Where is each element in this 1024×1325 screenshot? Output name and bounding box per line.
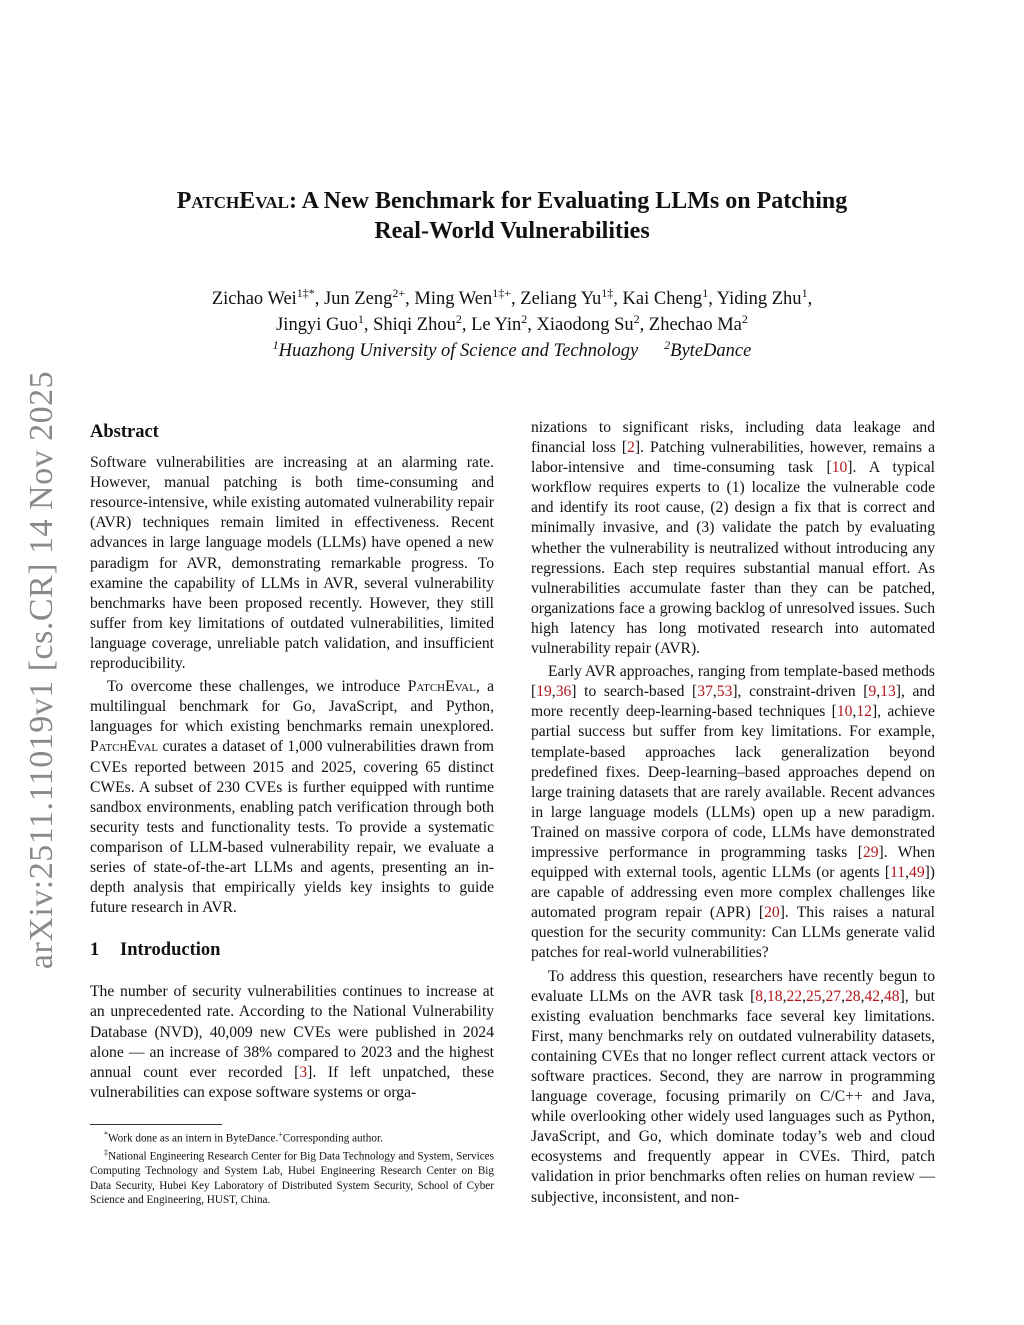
citation-link[interactable]: 13 xyxy=(880,683,896,701)
author-name: Yiding Zhu xyxy=(716,289,802,309)
footnote-rule xyxy=(90,1124,222,1125)
citation-link[interactable]: 19 xyxy=(536,683,552,701)
abstract-heading: Abstract xyxy=(90,422,159,442)
paper-title: PatchEval: A New Benchmark for Evaluating LLMs on Patching Real-World Vulnerabilities xyxy=(176,188,848,244)
citation-link[interactable]: 36 xyxy=(555,683,572,701)
citation-link[interactable]: 11 xyxy=(890,864,906,882)
abstract-paragraph-2: To overcome these challenges, we introduce PatchEval, a multilingual benchmark for Go, JavaScript, and Python, languages for which existing benchmarks remain unexplored. PatchEval curates a dataset of 1,000 vulnerabilities drawn from CVEs reported between 2015 and 2025, covering 65 distinct CWEs. A subset of 230 CVEs is further equipped with runtime sandbox environments, enabling patch verification through both security tests and functionality tests. To provide a systematic comparison of LLM-based vulnerability repair, we evaluate a series of state-of-the-art LLMs and agents, presenting an in-depth analysis that empirically yields key insights to guide future research in AVR. xyxy=(90,678,495,917)
citation-link[interactable]: 2 xyxy=(627,439,635,457)
author-name: Zhechao Ma xyxy=(648,315,742,335)
author-affiliation-mark: 2 xyxy=(741,311,748,326)
citation-link[interactable]: 25 xyxy=(806,987,822,1005)
author-name: Zeliang Yu xyxy=(520,289,602,309)
author-affiliation-mark: 2+ xyxy=(392,285,406,300)
author-affiliation-mark: 2 xyxy=(455,311,462,326)
author-name: Zichao Wei xyxy=(211,289,297,309)
citation-link[interactable]: 10 xyxy=(836,703,853,721)
affiliation-1: Huazhong University of Science and Technology xyxy=(278,341,639,361)
footnotes xyxy=(90,1124,494,1208)
citation-link[interactable]: 48 xyxy=(884,987,900,1005)
citation-link[interactable]: 18 xyxy=(767,987,783,1005)
citation-link[interactable]: 29 xyxy=(862,843,879,861)
arxiv-identifier: arXiv:2511.11019v1 [cs.CR] 14 Nov 2025 xyxy=(23,370,60,970)
intro-paragraph-2: nizations to significant risks, including data leakage and financial loss [2]. Patching vulnerabilities, however, remains a labor-intensive and time-consuming task [10]. A typical workflow requires experts to (1) localize the vulnerable code and identify its root cause, (2) design a fix that is correct and minimally invasive, and (3) validate the patch by evaluating whether the vulnerability is neutralized without introducing any regressions. Each step requires substantial manual effort. As vulnerabilities accumulate faster than they can be patched, organizations face a growing backlog of unresolved issues. Such high latency has long motivated research into automated vulnerability repair (AVR). xyxy=(531,419,935,658)
affiliations: $^1$Huazhong University of Science and Technology $^2$ByteDance xyxy=(272,337,752,361)
citation-link[interactable]: 49 xyxy=(909,864,925,882)
citation-link[interactable]: 42 xyxy=(864,987,881,1005)
citation-link[interactable]: 9 xyxy=(868,683,877,701)
author-block xyxy=(100,286,924,364)
author-name: Jingyi Guo xyxy=(276,315,358,335)
author-affiliation-mark: 2 xyxy=(633,311,640,326)
author-name: Le Yin xyxy=(471,315,522,335)
citation-link[interactable]: 12 xyxy=(856,703,872,721)
author-name: Shiqi Zhou xyxy=(373,315,456,335)
left-column xyxy=(90,418,494,1103)
author-affiliation-mark: 1 xyxy=(801,285,808,300)
intro-paragraph-3: Early AVR approaches, ranging from template-based methods [19,36] to search-based [37,53], constraint-driven [9,13], and more recently deep-learning-based techniques [10,12], achieve partial success but suffer from key limitations. For example, template-based approaches lack generalization beyond predefined fixes. Deep-learning–based approaches depend on large training datasets that are rarely available. Recent advances in large language models (LLMs) open up a new paradigm. Trained on massive corpora of code, LLMs have demonstrated impressive performance in programming tasks [29]. When equipped with external tools, agentic LLMs (or agents [11,49]) are capable of addressing even more complex challenges like automated program repair (APR) [20]. This raises a natural question for the security community: Can LLMs generate valid patches for real-world vulnerabilities? xyxy=(531,663,935,962)
section-heading-introduction: 1 Introduction xyxy=(90,940,221,961)
citation-link[interactable]: 8 xyxy=(755,987,764,1005)
footnote-1: *Work done as an intern in ByteDance.+Corresponding author. xyxy=(104,1130,383,1145)
author-name: Xiaodong Su xyxy=(536,315,634,335)
citation-link[interactable]: 53 xyxy=(716,683,733,701)
author-affiliation-mark: 1‡* xyxy=(296,285,315,300)
citation-link[interactable]: 37 xyxy=(697,683,713,701)
author-affiliation-mark: 1‡+ xyxy=(492,285,512,300)
intro-paragraph-1: The number of security vulnerabilities continues to increase at an unprecedented rate. According to the National Vulnerability Database (NVD), 40,009 new CVEs were published in 2024 alone — an increase of 38% compared to 2023 and the highest annual count ever recorded [3]. If left unpatched, these vulnerabilities can expose software systems or orga- xyxy=(90,983,495,1101)
author-affiliation-mark: 1‡ xyxy=(601,285,614,300)
abstract-paragraph-1: Software vulnerabilities are increasing at an alarming rate. However, manual patching is both time-consuming and resource-intensive, while existing automated vulnerability repair (AVR) techniques remain limited in effectiveness. Recent advances in large language models (LLMs) have opened a new paradigm for AVR, demonstrating remarkable progress. To examine the capability of LLMs in AVR, several vulnerability benchmarks have been proposed recently. However, they still suffer from key limitations of outdated vulnerabilities, limited language coverage, unreliable patch validation, and insufficient reproducibility. xyxy=(90,454,494,673)
affiliation-2: ByteDance xyxy=(670,341,752,361)
benchmark-name: PatchEval xyxy=(176,188,289,214)
right-column xyxy=(531,418,935,1208)
author-name: Ming Wen xyxy=(414,289,493,309)
author-affiliation-mark: 1 xyxy=(357,311,364,326)
footnote-2: ‡National Engineering Research Center for Big Data Technology and System, Services Computing Technology and System Lab, Hubei Engineering Research Center on Big Data Security, Hubei Key Laboratory of Distributed System Security, School of Cyber Science and Engineering, HUST, China. xyxy=(90,1148,495,1207)
citation-link[interactable]: 27 xyxy=(825,987,842,1005)
author-affiliation-mark: 2 xyxy=(521,311,528,326)
citation-link[interactable]: 10 xyxy=(831,459,848,477)
author-name: Jun Zeng xyxy=(324,289,393,309)
author-affiliation-mark: 1 xyxy=(702,285,709,300)
citation-link[interactable]: 22 xyxy=(786,987,803,1005)
author-line-2: Jingyi Guo$^1$, Shiqi Zhou$^2$, Le Yin$^2$, Xiaodong Su$^2$, Zhechao Ma$^2$ xyxy=(276,311,748,335)
author-name: Kai Cheng xyxy=(622,289,703,309)
citation-link[interactable]: 3 xyxy=(299,1063,308,1081)
citation-link[interactable]: 28 xyxy=(845,987,861,1005)
author-line-1: Zichao Wei$^{1\ddagger*}$, Jun Zeng$^{2+}$, Ming Wen$^{1\ddagger+}$, Zeliang $Yu^{1\ddagger}$, Kai Cheng$^1$, Yiding Zhu$^1$, xyxy=(211,285,813,309)
citation-link[interactable]: 20 xyxy=(764,904,780,922)
intro-paragraph-4: To address this question, researchers have recently begun to evaluate LLMs on the AVR task [8,18,22,25,27,28,42,48], but existing evaluation benchmarks face several key limitations. First, many benchmarks rely on outdated vulnerability datasets, containing CVEs that no longer reflect current attack vectors or software practices. Second, they are narrow in programming language coverage, focusing primarily on C/C++ and Java, while overlooking other widely used languages such as Python, JavaScript, and Go, which dominate today’s web and cloud ecosystems and frequently appear in CVEs. Third, patch validation in prior benchmarks often relies on human review — subjective, inconsistent, and non- xyxy=(531,967,936,1206)
